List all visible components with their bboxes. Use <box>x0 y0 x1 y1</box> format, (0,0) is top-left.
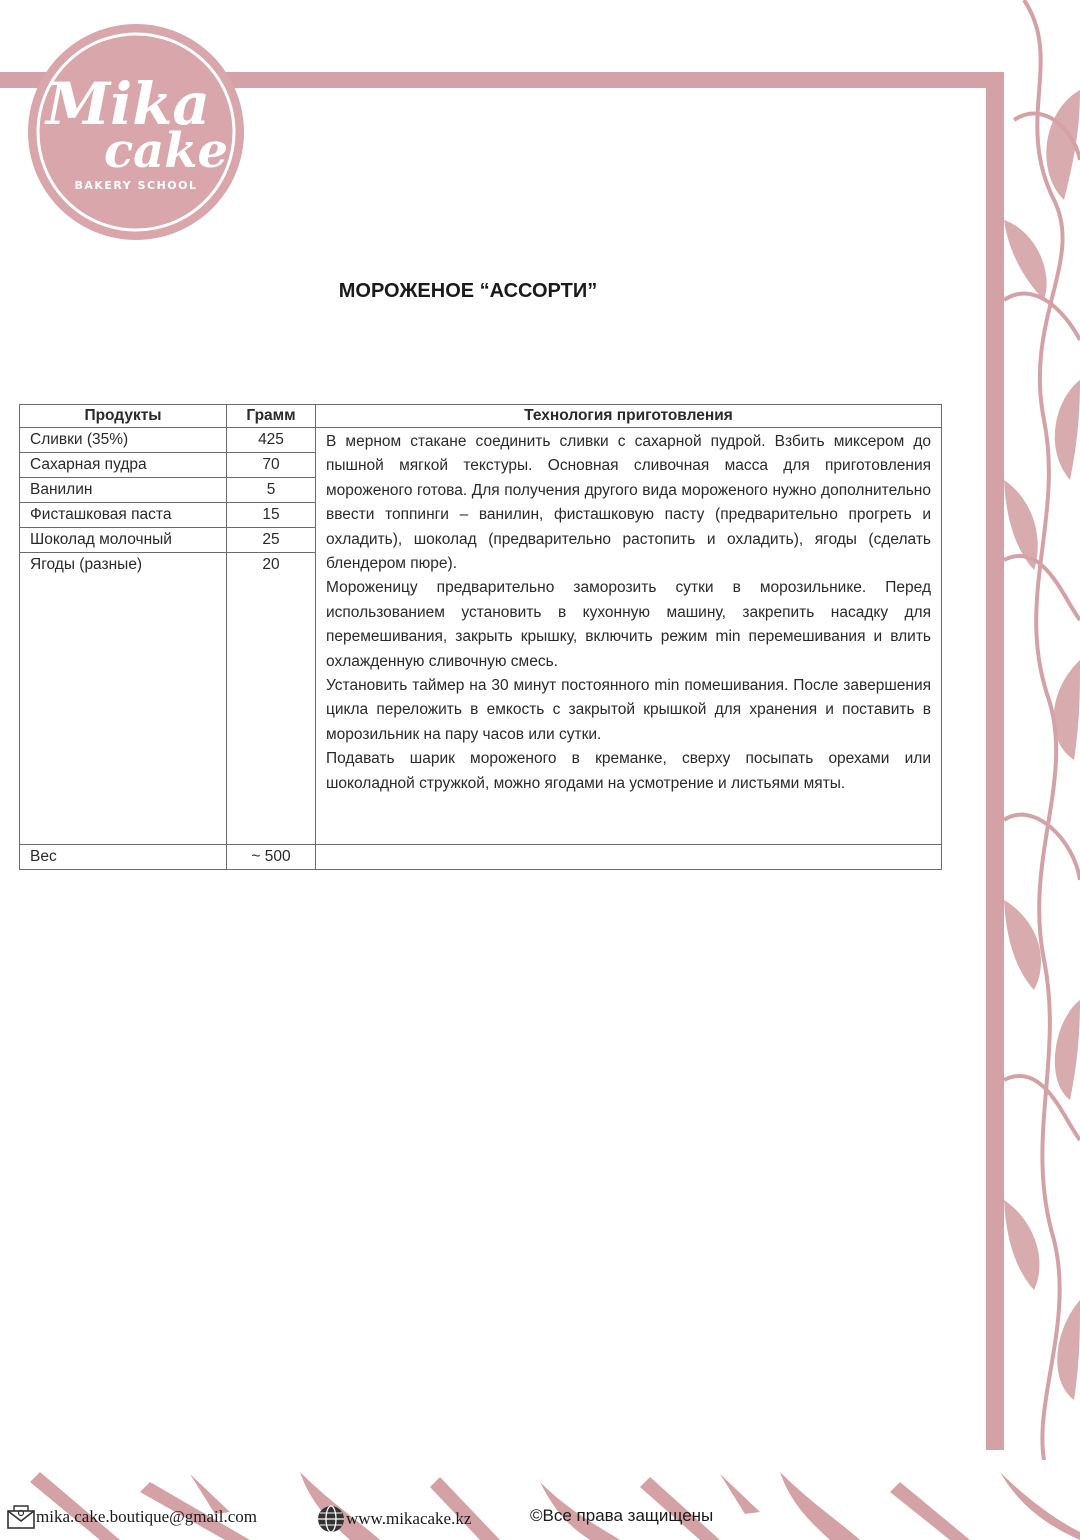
product-name: Ванилин <box>20 478 227 503</box>
product-name: Фисташковая паста <box>20 503 227 528</box>
product-gram: 15 <box>227 503 316 528</box>
table-total-row <box>20 845 942 870</box>
logo-text-cake: cake <box>103 123 229 179</box>
recipe-title: МОРОЖЕНОЕ “АССОРТИ” <box>338 280 598 302</box>
product-gram: 5 <box>227 478 316 503</box>
product-gram: 20 <box>227 553 316 578</box>
empty-cell <box>20 577 227 845</box>
globe-icon <box>316 1504 346 1534</box>
product-name: Сливки (35%) <box>20 428 227 453</box>
footer-email-text: mika.cake.boutique@gmail.com <box>36 1507 258 1526</box>
mika-cake-logo <box>26 22 246 242</box>
recipe-table <box>19 404 942 870</box>
floral-decoration-right <box>1004 0 1080 1460</box>
footer-email[interactable] <box>6 1504 257 1530</box>
technology-paragraph: В мерном стакане соединить сливки с сахарной пудрой. Взбить миксером до пышной мягкой текстуры. Основная сливочная масса для приготовления мороженого готова. Для получения другого вида мороженого нужно дополнительно ввести топпинги – ванилин, фисташковую пасту (предварительно прогреть и охладить), шоколад (предварительно растопить и охладить), ягоды (сделать блендером пюре). <box>326 433 931 573</box>
header-gram: Грамм <box>227 405 316 428</box>
product-gram: 70 <box>227 453 316 478</box>
product-name: Шоколад молочный <box>20 528 227 553</box>
technology-paragraph: Установить таймер на 30 минут постоянного min помешивания. После завершения цикла переложить в емкость с закрытой крышкой для хранения и поставить в морозильник на пару часов или сутки. <box>326 677 931 743</box>
header-product: Продукты <box>20 405 227 428</box>
frame-right-bar <box>986 72 1004 1450</box>
header-technology: Технология приготовления <box>316 405 942 428</box>
empty-cell <box>227 577 316 845</box>
table-header-row <box>20 405 942 428</box>
table-row <box>20 428 942 453</box>
total-label: Вес <box>20 845 227 870</box>
footer-copyright <box>530 1506 713 1526</box>
total-gram: ~ 500 <box>227 845 316 870</box>
footer-website[interactable] <box>316 1504 471 1534</box>
logo-text-mika: Mika <box>45 70 211 138</box>
technology-paragraph: Подавать шарик мороженого в креманке, сверху посыпать орехами или шоколадной стружкой, можно ягодами на усмотрение и листьями мяты. <box>326 750 931 792</box>
product-gram: 425 <box>227 428 316 453</box>
footer <box>0 1500 1080 1530</box>
logo-tagline: BAKERY SCHOOL <box>74 179 198 192</box>
empty-cell <box>316 845 942 870</box>
product-name: Сахарная пудра <box>20 453 227 478</box>
technology-paragraph: Мороженицу предварительно заморозить сутки в морозильнике. Перед использованием установить в кухонную машину, закрепить насадку для перемешивания, закрыть крышку, включить режим min перемешивания и влить охлажденную сливочную смесь. <box>326 579 931 670</box>
technology-text <box>316 428 942 845</box>
product-name: Ягоды (разные) <box>20 553 227 578</box>
footer-website-text: www.mikacake.kz <box>346 1509 472 1528</box>
email-icon <box>6 1504 36 1530</box>
footer-copyright-text: ©Все права защищены <box>530 1506 714 1525</box>
product-gram: 25 <box>227 528 316 553</box>
